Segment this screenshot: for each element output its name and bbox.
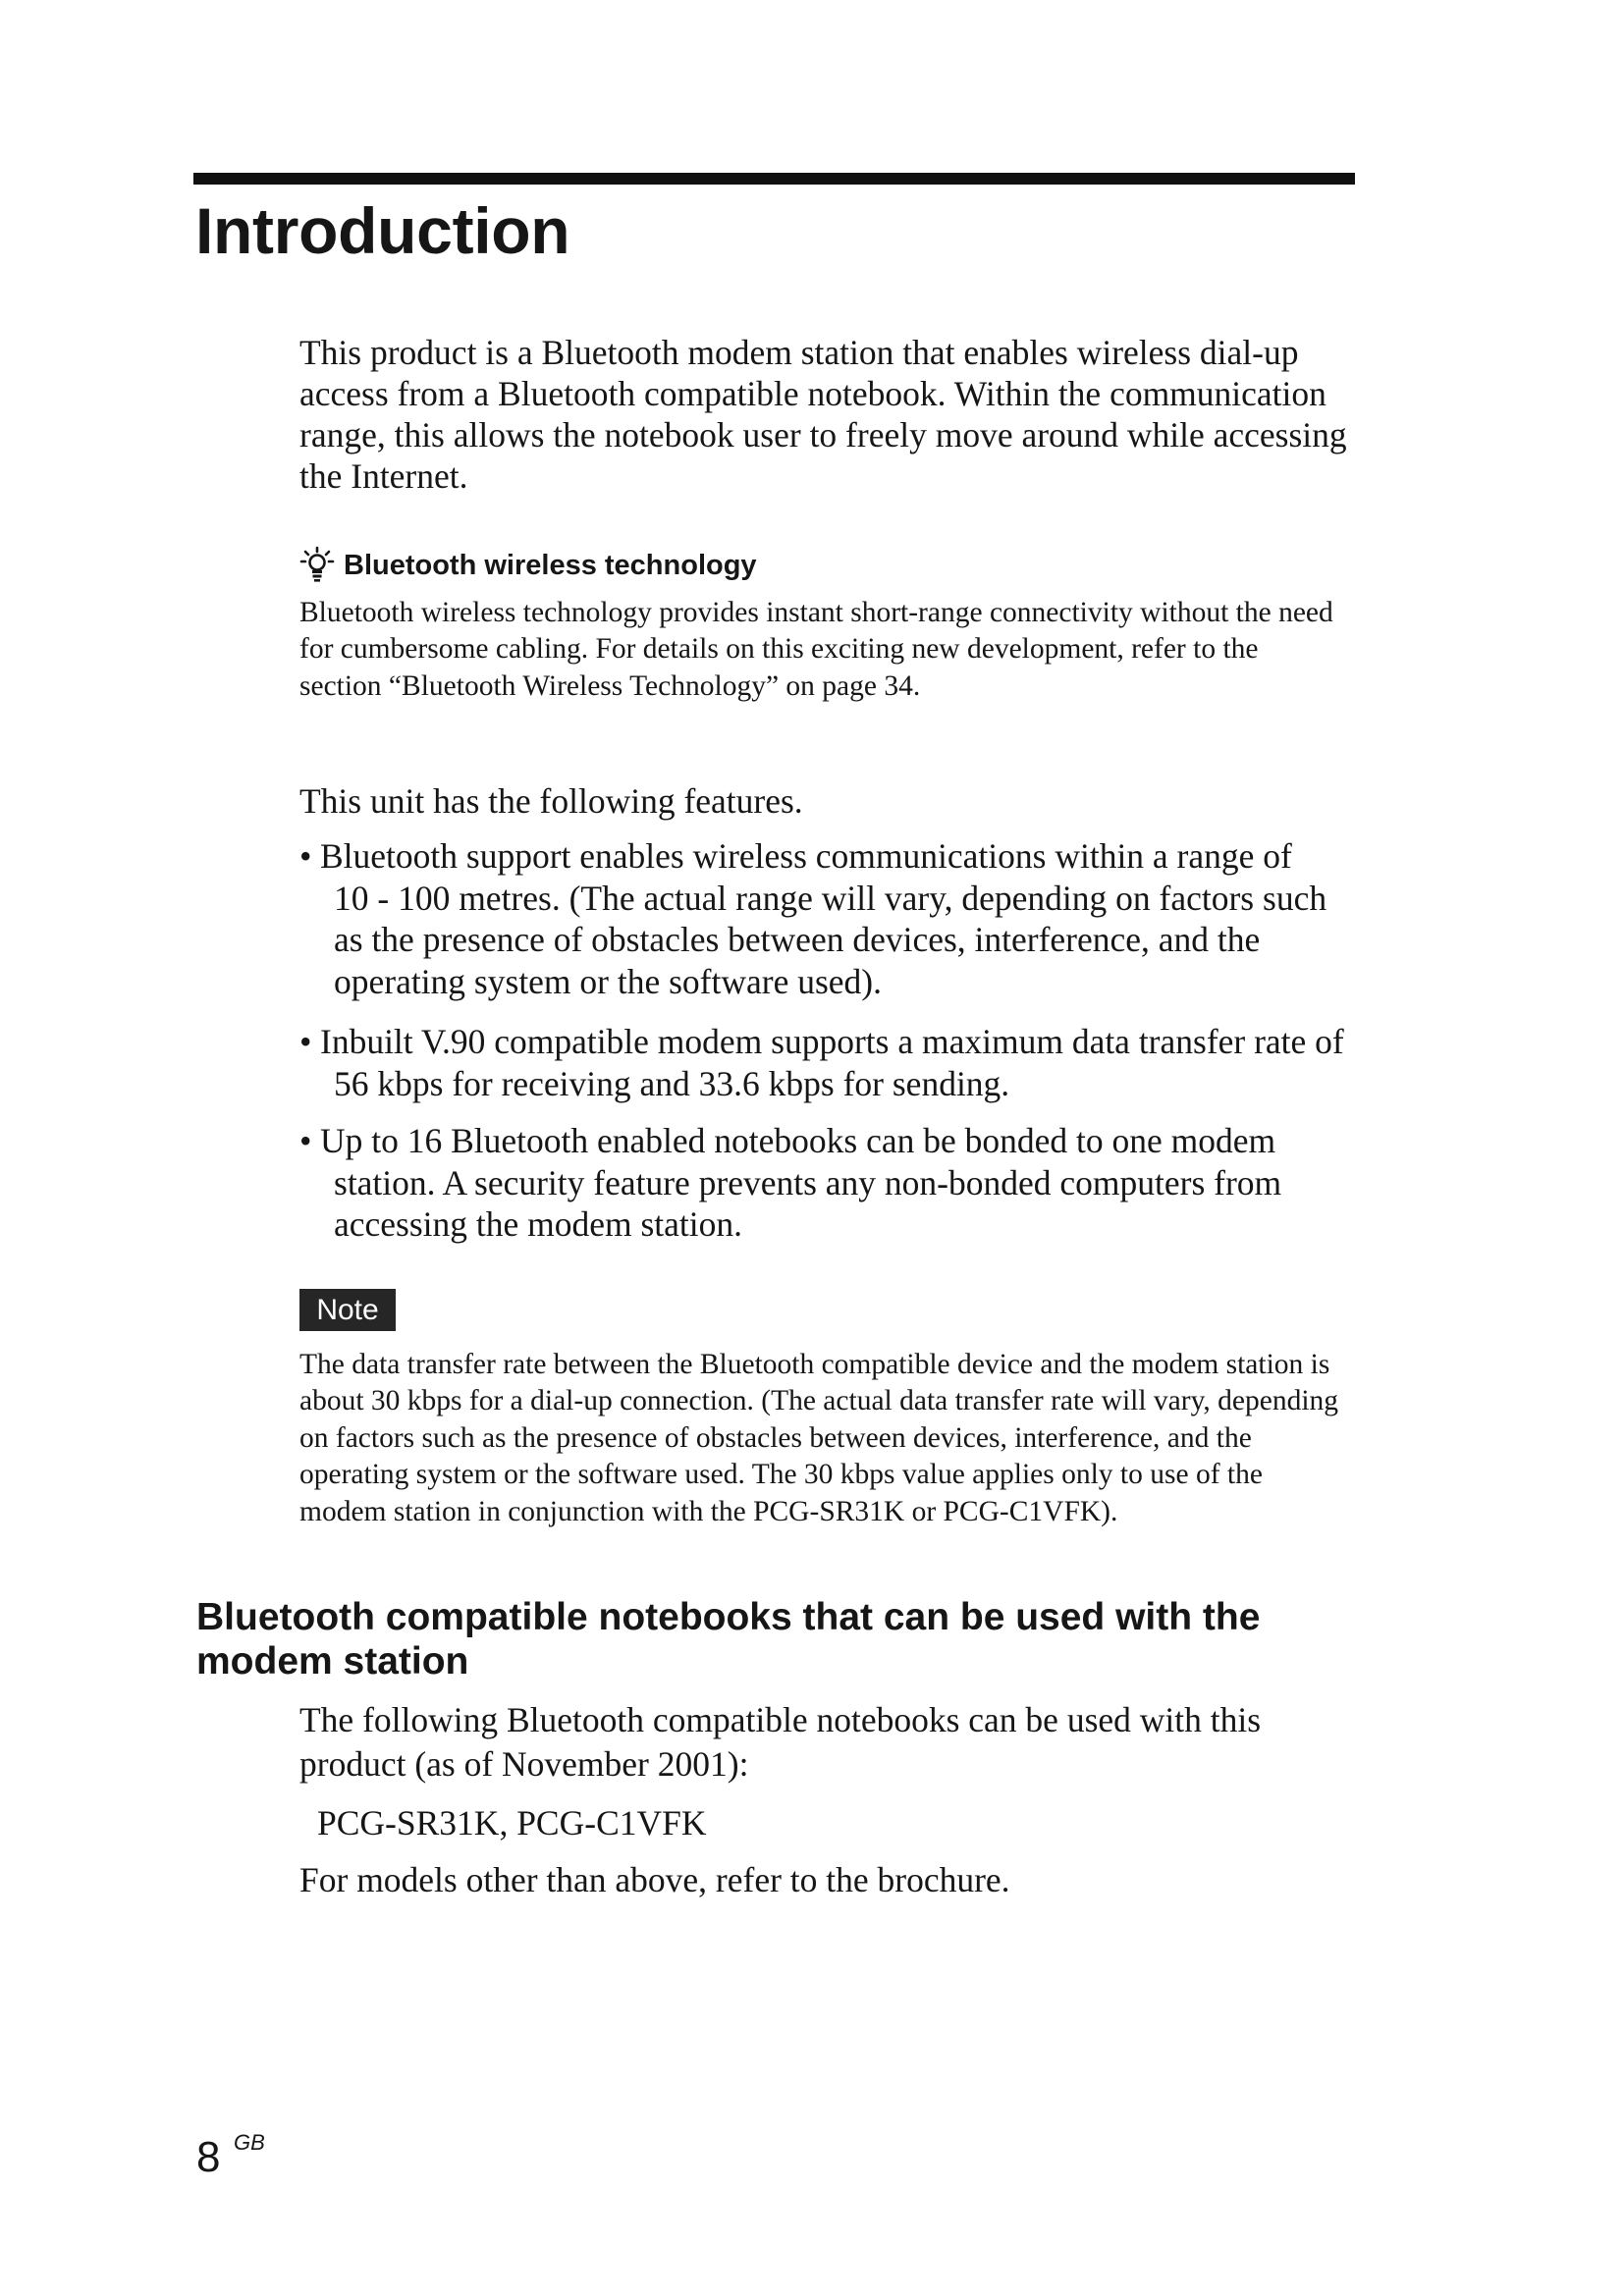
note-badge bbox=[299, 1289, 396, 1331]
feature-line: Up to 16 Bluetooth enabled notebooks can be bonded to one modem bbox=[320, 1121, 1276, 1160]
page-locale: GB bbox=[234, 2130, 265, 2155]
tip-line: Bluetooth wireless technology provides instant short-range connectivity without the need bbox=[299, 597, 1333, 628]
feature-line: 10 - 100 metres. (The actual range will vary, depending on factors such bbox=[334, 878, 1327, 918]
section-heading bbox=[196, 1595, 1260, 1683]
feature-line: Bluetooth support enables wireless communications within a range of bbox=[320, 836, 1292, 876]
tip-text bbox=[299, 595, 1333, 705]
note-line: about 30 kbps for a dial-up connection. (The actual data transfer rate will vary, depending bbox=[299, 1385, 1339, 1417]
compat-paragraph bbox=[299, 1698, 1261, 1787]
note-line: The data transfer rate between the Bluetooth compatible device and the modem station is bbox=[299, 1349, 1330, 1380]
feature-line: station. A security feature prevents any non-bonded computers from bbox=[334, 1162, 1282, 1202]
feature-line: as the presence of obstacles between devices, interference, and the bbox=[334, 920, 1261, 959]
note-line: on factors such as the presence of obstacles between devices, interference, and the bbox=[299, 1421, 1252, 1454]
intro-line: access from a Bluetooth compatible notebook. Within the communication bbox=[299, 374, 1326, 413]
section-heading-line: Bluetooth compatible notebooks that can be used with the bbox=[196, 1596, 1261, 1638]
bullet-marker: • bbox=[299, 1121, 312, 1160]
compat-line: product (as of November 2001): bbox=[299, 1744, 749, 1784]
model-list: PCG-SR31K, PCG-C1VFK bbox=[317, 1803, 707, 1842]
feature-item bbox=[299, 1021, 1344, 1104]
page-number: 8 bbox=[196, 2133, 221, 2181]
section-heading-line: modem station bbox=[196, 1640, 469, 1682]
compat-line: The following Bluetooth compatible notebooks can be used with this bbox=[299, 1700, 1262, 1739]
closing-note: For models other than above, refer to the brochure. bbox=[299, 1860, 1010, 1899]
lightbulb-icon bbox=[299, 546, 335, 583]
note-label: Note bbox=[316, 1294, 379, 1326]
bullet-marker: • bbox=[299, 1022, 312, 1061]
title-rule bbox=[193, 173, 1355, 185]
bullet-marker: • bbox=[299, 836, 312, 876]
intro-line: range, this allows the notebook user to freely move around while accessing bbox=[299, 415, 1347, 454]
intro-line: the Internet. bbox=[299, 456, 468, 496]
page-title: Introduction bbox=[195, 194, 570, 267]
feature-line: accessing the modem station. bbox=[334, 1204, 743, 1244]
tip-heading: Bluetooth wireless technology bbox=[344, 550, 757, 581]
note-text bbox=[299, 1347, 1338, 1530]
feature-item bbox=[299, 835, 1326, 1002]
intro-paragraph bbox=[299, 332, 1347, 497]
tip-line: section “Bluetooth Wireless Technology” on page 34. bbox=[299, 669, 921, 702]
feature-line: operating system or the software used). bbox=[334, 961, 882, 1001]
intro-line: This product is a Bluetooth modem station that enables wireless dial-up bbox=[299, 333, 1299, 372]
feature-item bbox=[299, 1120, 1281, 1246]
feature-line: 56 kbps for receiving and 33.6 kbps for sending. bbox=[334, 1063, 1010, 1103]
features-intro: This unit has the following features. bbox=[299, 781, 803, 821]
lightbulb-icon bbox=[299, 546, 335, 583]
feature-line: Inbuilt V.90 compatible modem supports a maximum data transfer rate of bbox=[320, 1022, 1344, 1061]
note-line: modem station in conjunction with the PCG-SR31K or PCG-C1VFK). bbox=[299, 1495, 1118, 1527]
note-line: operating system or the software used. The 30 kbps value applies only to use of the bbox=[299, 1459, 1263, 1491]
tip-line: for cumbersome cabling. For details on this exciting new development, refer to the bbox=[299, 633, 1259, 666]
